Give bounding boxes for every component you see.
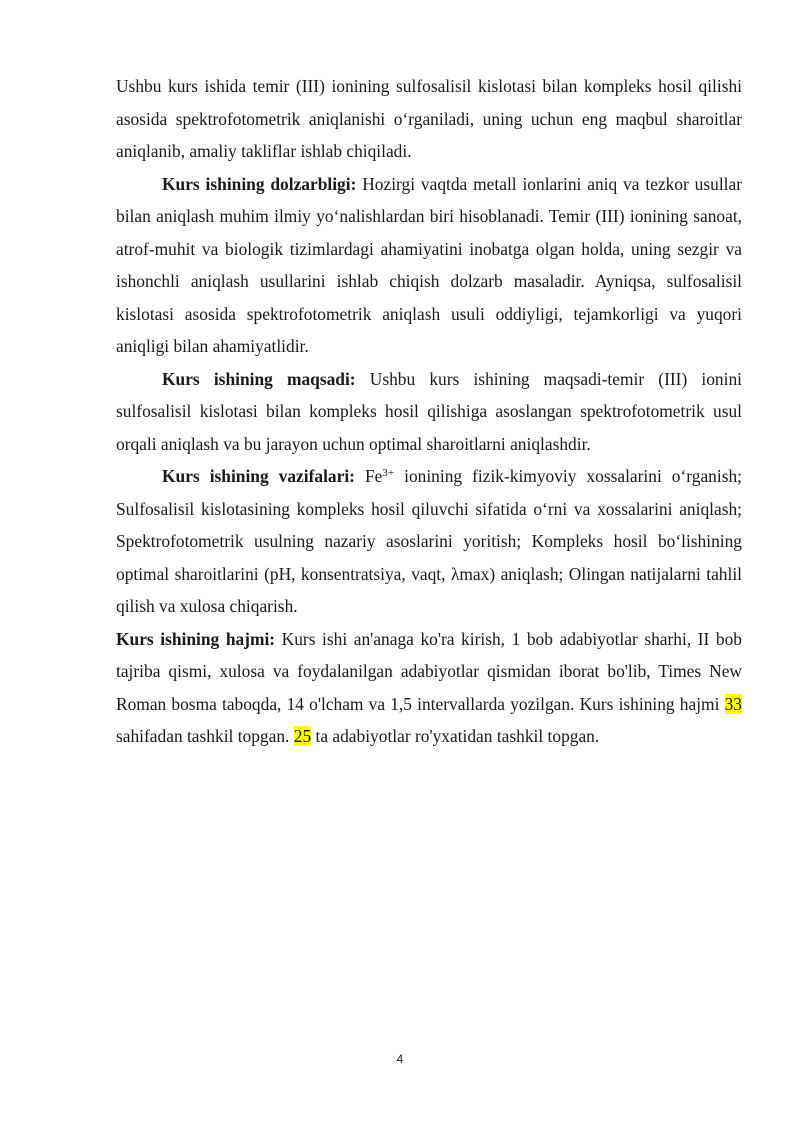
page-count-highlight: 33: [724, 693, 742, 714]
volume-heading: Kurs ishining hajmi:: [116, 628, 276, 649]
reference-count-highlight: 25: [293, 726, 312, 746]
ion-charge: 3+: [382, 467, 395, 479]
volume-text-2: sahifadan tashkil topgan.: [116, 726, 290, 746]
volume-text-1: Kurs ishi an'anaga ko'ra kirish, 1 bob adabiyotlar sharhi, II bob tajriba qismi, xulosa va foydalanilgan adabiyotlar qismidan iborat bo'lib, Times New Roman bosma taboqda, 14 o'lcham va 1,5 intervallarda yozilgan. Kurs ishining hajmi: [116, 628, 742, 714]
document-page: [116, 70, 742, 753]
goal-text: Ushbu kurs ishining maqsadi-temir (III) ionini sulfosalisil kislotasi bilan kompleks hosil qilishiga asoslangan spektrofotometrik usul orqali aniqlash va bu jarayon uchun optimal sharoitlarni aniqlashdir.: [116, 368, 742, 454]
volume-paragraph: [116, 623, 742, 753]
relevance-paragraph: [116, 168, 742, 363]
volume-text-3: ta adabiyotlar ro'yxatidan tashkil topgan.: [315, 726, 600, 746]
tasks-text: ionining fizik-kimyoviy xossalarini o‘rganish; Sulfosalisil kislotasining kompleks hosil qiluvchi sifatida o‘rni va xossalarini aniqlash; Spektrofotometrik usulning nazariy asoslarini yoritish; Kompleks hosil bo‘lishining optimal sharoitlarini (pH, konsentratsiya, vaqt, λmax) aniqlash; Olingan natijalarni tahlil qilish va xulosa chiqarish.: [116, 466, 742, 616]
goal-heading: Kurs ishining maqsadi:: [162, 368, 356, 389]
page-number: 4: [396, 1052, 404, 1066]
intro-text: Ushbu kurs ishida temir (III) ionining sulfosalisil kislotasi bilan kompleks hosil qilishi asosida spektrofotometrik aniqlanishi o‘rganiladi, uning uchun eng maqbul sharoitlar aniqlanib, amaliy takliflar ishlab chiqiladi.: [116, 76, 742, 161]
ion-symbol: Fe: [364, 466, 383, 486]
goal-paragraph: [116, 363, 742, 461]
relevance-text: Hozirgi vaqtda metall ionlarini aniq va tezkor usullar bilan aniqlash muhim ilmiy yo‘nalishlardan biri hisoblanadi. Temir (III) ionining sanoat, atrof-muhit va biologik tizimlardagi ahamiyatini inobatga olgan holda, uning sezgir va ishonchli aniqlash usullarini ishlab chiqish dolzarb masaladir. Ayniqsa, sulfosalisil kislotasi asosida spektrofotometrik aniqlash usuli oddiyligi, tejamkorligi va yuqori aniqligi bilan ahamiyatlidir.: [116, 173, 742, 356]
tasks-heading: Kurs ishining vazifalari:: [162, 466, 355, 486]
intro-paragraph: [116, 70, 742, 168]
tasks-paragraph: [116, 460, 742, 623]
relevance-heading: Kurs ishining dolzarbligi:: [162, 173, 357, 194]
